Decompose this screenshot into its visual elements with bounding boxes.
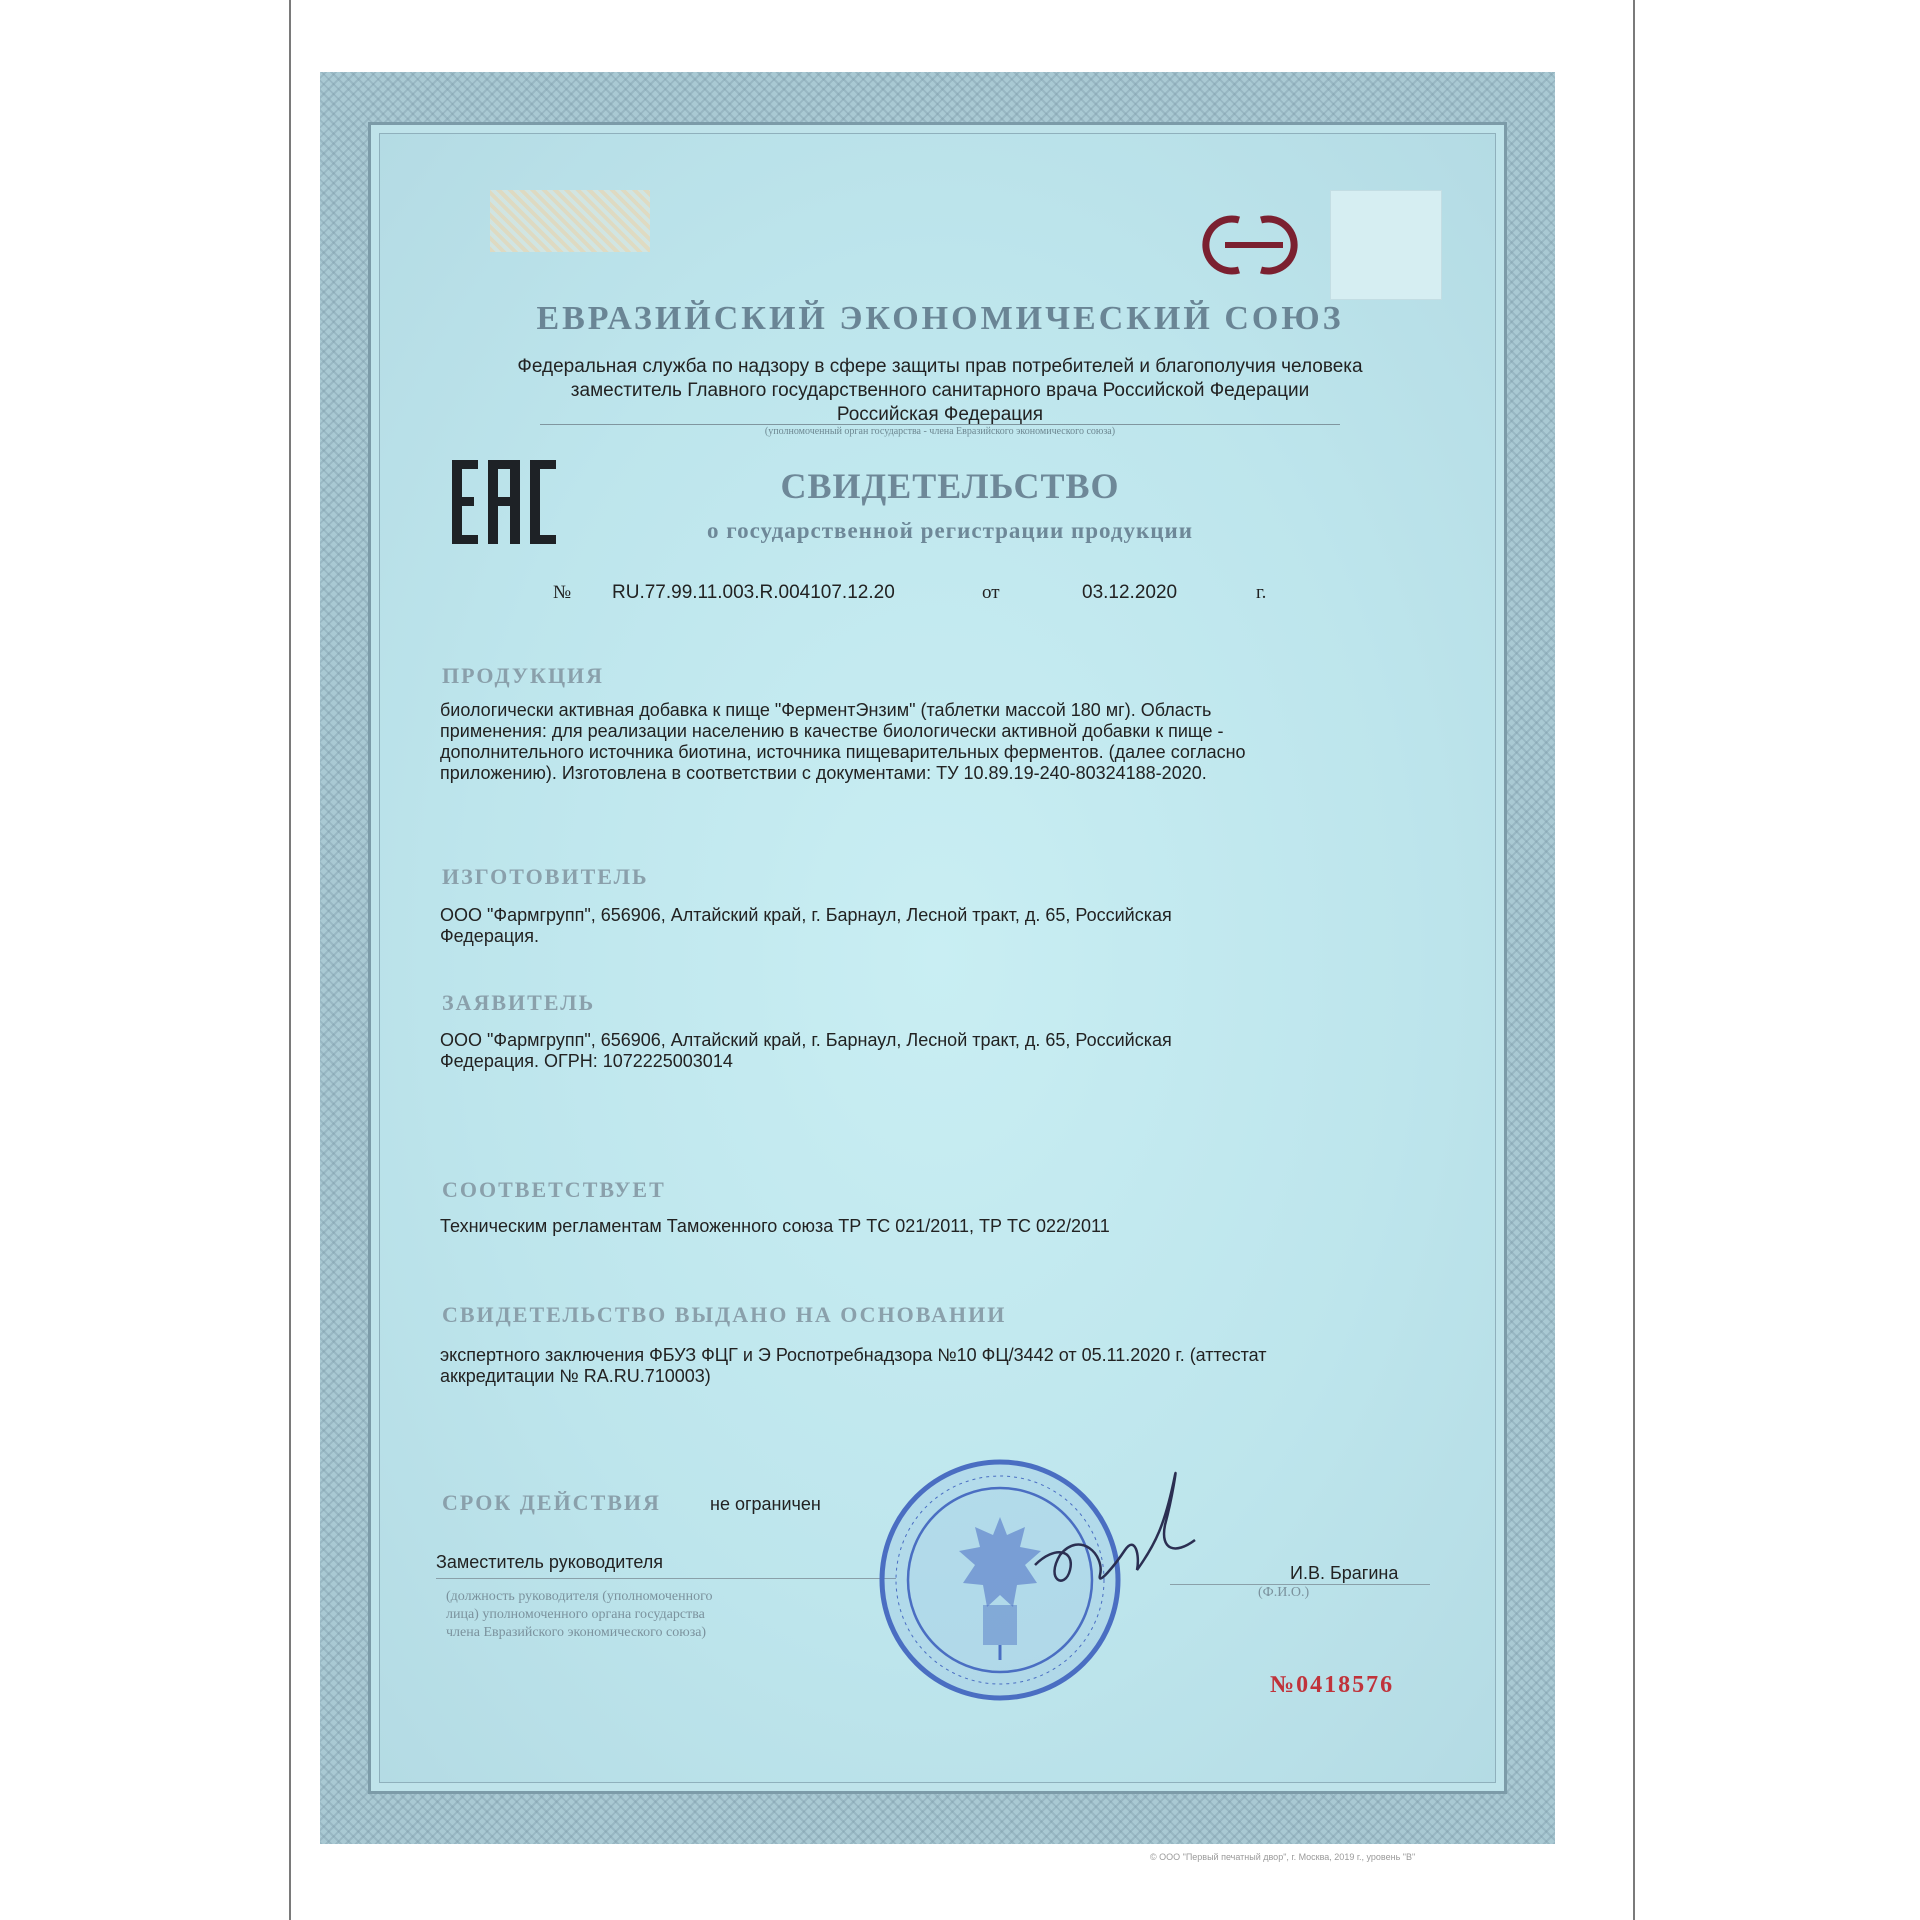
authority-line-2: заместитель Главного государственного санитарного врача Российской Федерации	[570, 380, 1310, 401]
date-label: от	[982, 582, 1000, 603]
position-caption-3: члена Евразийского экономического союза)	[446, 1625, 707, 1640]
basis-heading: СВИДЕТЕЛЬСТВО ВЫДАНО НА ОСНОВАНИИ	[442, 1302, 1007, 1327]
product-line-4: приложению). Изготовлена в соответствии с документами: ТУ 10.89.19-240-80324188-2020.	[440, 763, 1207, 783]
basis-line-1: экспертного заключения ФБУЗ ФЦГ и Э Роспотребнадзора №10 ФЦ/3442 от 05.11.2020 г. (аттестат	[440, 1345, 1267, 1365]
hologram-strip	[490, 190, 650, 252]
product-line-1: биологически активная добавка к пище "ФерментЭнзим" (таблетки массой 180 мг). Область	[440, 700, 1212, 720]
signatory-position: Заместитель руководителя	[436, 1552, 664, 1572]
applicant-line-1: ООО "Фармгрупп", 656906, Алтайский край, г. Барнаул, Лесной тракт, д. 65, Российская	[440, 1030, 1172, 1050]
manufacturer-line-2: Федерация.	[440, 926, 539, 946]
validity-heading: СРОК ДЕЙСТВИЯ	[442, 1490, 661, 1515]
manufacturer-heading: ИЗГОТОВИТЕЛЬ	[442, 864, 649, 889]
number-label: №	[553, 582, 572, 603]
signature-icon	[1025, 1455, 1205, 1605]
security-block	[1330, 190, 1442, 300]
applicant-line-2: Федерация. ОГРН: 1072225003014	[440, 1051, 733, 1071]
registration-date: 03.12.2020	[1082, 582, 1178, 603]
applicant-heading: ЗАЯВИТЕЛЬ	[442, 990, 596, 1015]
position-caption-1: (должность руководителя (уполномоченного	[446, 1589, 713, 1604]
year-suffix: г.	[1256, 582, 1267, 603]
registration-number: RU.77.99.11.003.R.004107.12.20	[612, 582, 895, 603]
product-line-3: дополнительного источника биотина, источника пищеварительных ферментов. (далее согласно	[440, 742, 1246, 762]
signatory-name: И.В. Брагина	[1290, 1563, 1399, 1583]
eac-mark-icon	[450, 458, 560, 546]
se-conformity-icon	[1195, 212, 1307, 278]
printer-note: © ООО "Первый печатный двор", г. Москва, 2019 г., уровень "В"	[1150, 1852, 1416, 1862]
product-line-2: применения: для реализации населению в качестве биологически активной добавки к пище -	[440, 721, 1224, 741]
validity-value: не ограничен	[710, 1494, 821, 1514]
authority-caption: (уполномоченный орган государства - члена Евразийского экономического союза)	[540, 424, 1340, 437]
certificate-subtitle: о государственной регистрации продукции	[707, 518, 1193, 543]
basis-line-2: аккредитации № RA.RU.710003)	[440, 1366, 711, 1386]
authority-line-1: Федеральная служба по надзору в сфере защиты прав потребителей и благополучия человека	[517, 356, 1363, 377]
union-name: ЕВРАЗИЙСКИЙ ЭКОНОМИЧЕСКИЙ СОЮЗ	[536, 300, 1344, 337]
manufacturer-line-1: ООО "Фармгрупп", 656906, Алтайский край, г. Барнаул, Лесной тракт, д. 65, Российская	[440, 905, 1172, 925]
conforms-heading: СООТВЕТСТВУЕТ	[442, 1177, 666, 1202]
name-caption: (Ф.И.О.)	[1258, 1585, 1310, 1600]
product-heading: ПРОДУКЦИЯ	[442, 663, 605, 688]
certificate-title: СВИДЕТЕЛЬСТВО	[780, 466, 1120, 506]
serial-number: №0418576	[1270, 1672, 1395, 1698]
position-caption-2: лица) уполномоченного органа государства	[446, 1607, 705, 1622]
authority-line-3: Российская Федерация	[836, 404, 1044, 425]
position-underline	[436, 1578, 896, 1579]
conforms-text: Техническим регламентам Таможенного союза ТР ТС 021/2011, ТР ТС 022/2011	[440, 1216, 1110, 1236]
